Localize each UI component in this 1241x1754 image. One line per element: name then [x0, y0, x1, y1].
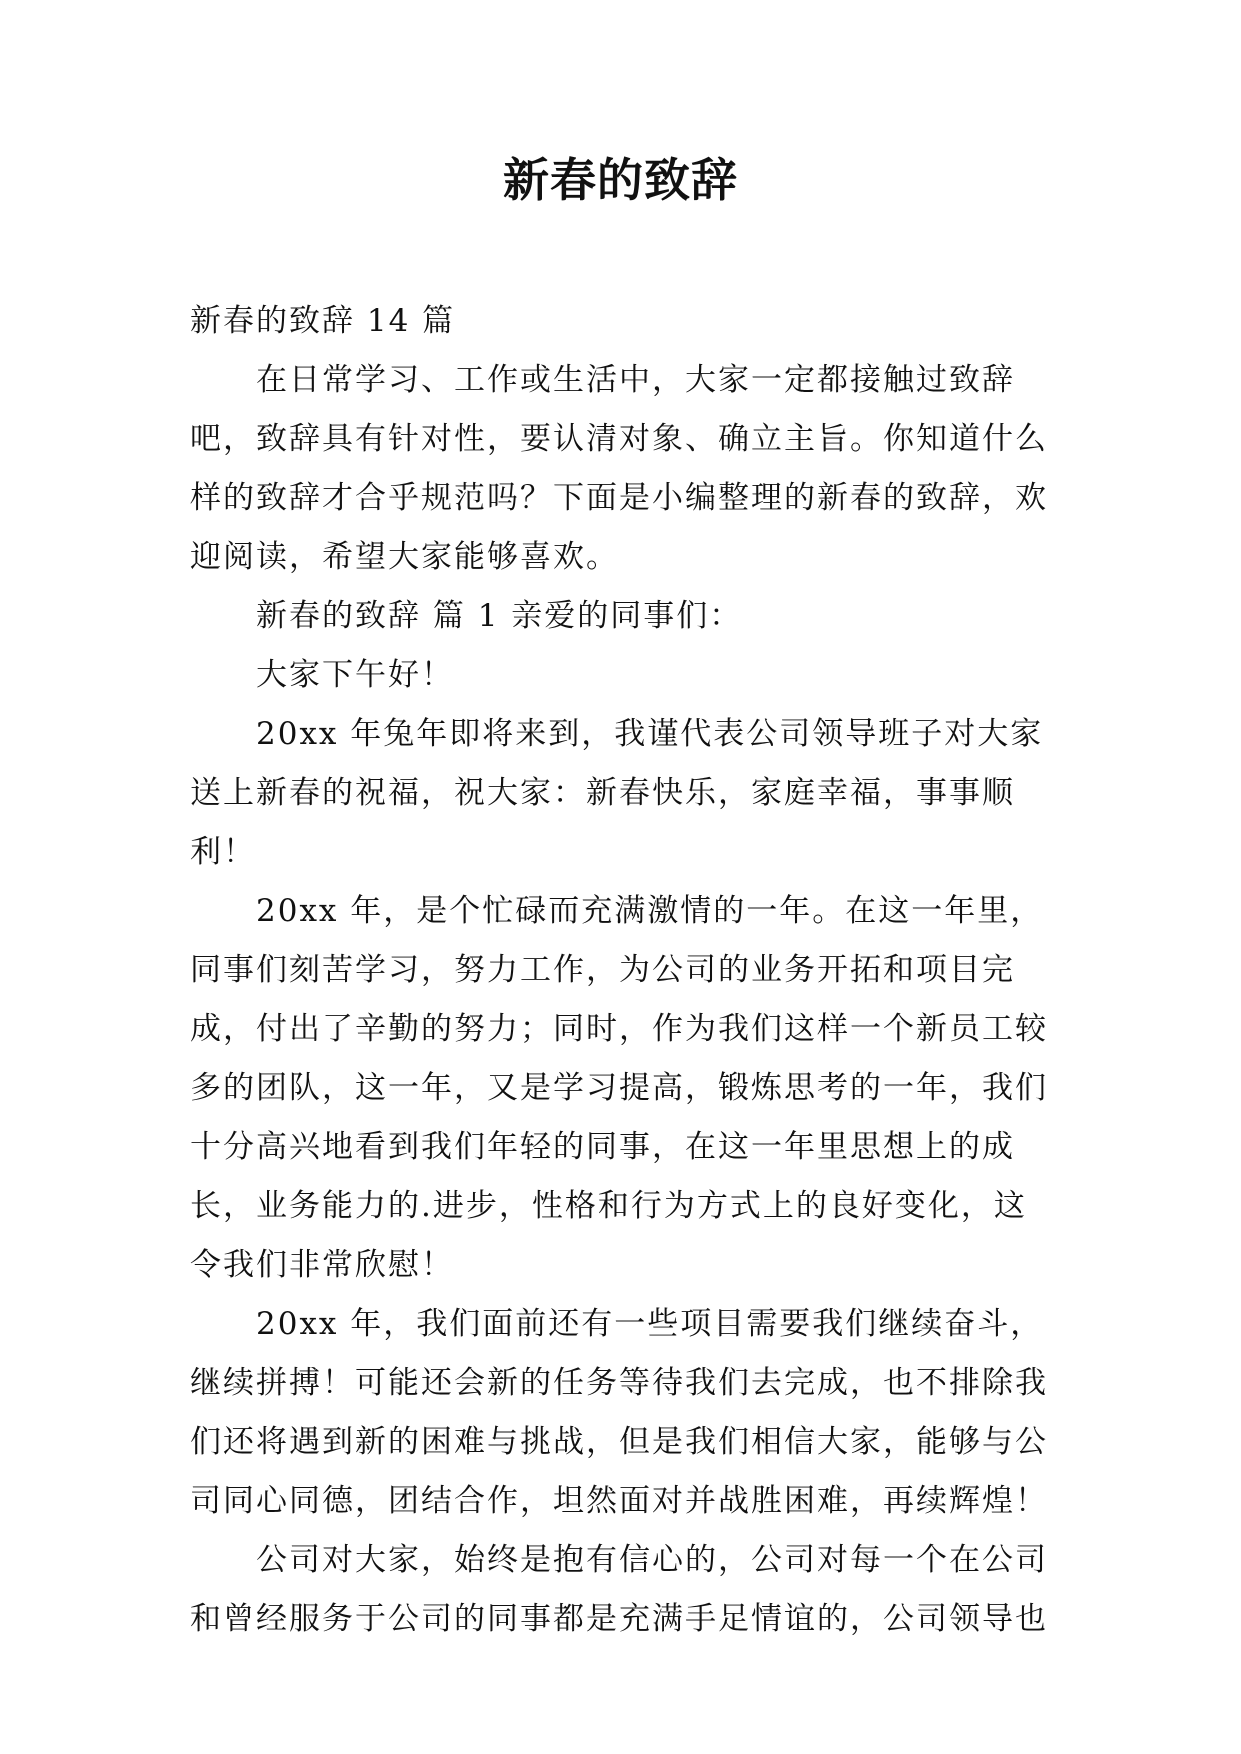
- paragraph: 20xx 年兔年即将来到，我谨代表公司领导班子对大家送上新春的祝福，祝大家：新春快乐，家庭幸福，事事顺利！: [190, 716, 1044, 870]
- document-body: [190, 292, 1055, 1649]
- paragraph: 大家下午好！: [256, 657, 454, 693]
- document-subtitle: 新春的致辞 14 篇: [190, 303, 456, 339]
- paragraph: 公司对大家，始终是抱有信心的，公司对每一个在公司和曾经服务于公司的同事都是充满手足情谊的，公司领导也: [190, 1542, 1048, 1637]
- paragraph: 新春的致辞 篇 1 亲爱的同事们：: [256, 598, 743, 634]
- document-title: 新春的致辞: [503, 153, 738, 207]
- paragraph: 20xx 年，我们面前还有一些项目需要我们继续奋斗，继续拼搏！可能还会新的任务等待我们去完成，也不排除我们还将遇到新的困难与挑战，但是我们相信大家，能够与公司同心同德，团结合作，坦然面对并战胜困难，再续辉煌！: [190, 1306, 1048, 1519]
- paragraph: 20xx 年，是个忙碌而充满激情的一年。在这一年里，同事们刻苦学习，努力工作，为公司的业务开拓和项目完成，付出了辛勤的努力；同时，作为我们这样一个新员工较多的团队，这一年，又是学习提高，锻炼思考的一年，我们十分高兴地看到我们年轻的同事，在这一年里思想上的成长，业务能力的.进步，性格和行为方式上的良好变化，这令我们非常欣慰！: [190, 893, 1048, 1283]
- paragraph: 在日常学习、工作或生活中，大家一定都接触过致辞吧，致辞具有针对性，要认清对象、确立主旨。你知道什么样的致辞才合乎规范吗？下面是小编整理的新春的致辞，欢迎阅读，希望大家能够喜欢。: [190, 362, 1048, 575]
